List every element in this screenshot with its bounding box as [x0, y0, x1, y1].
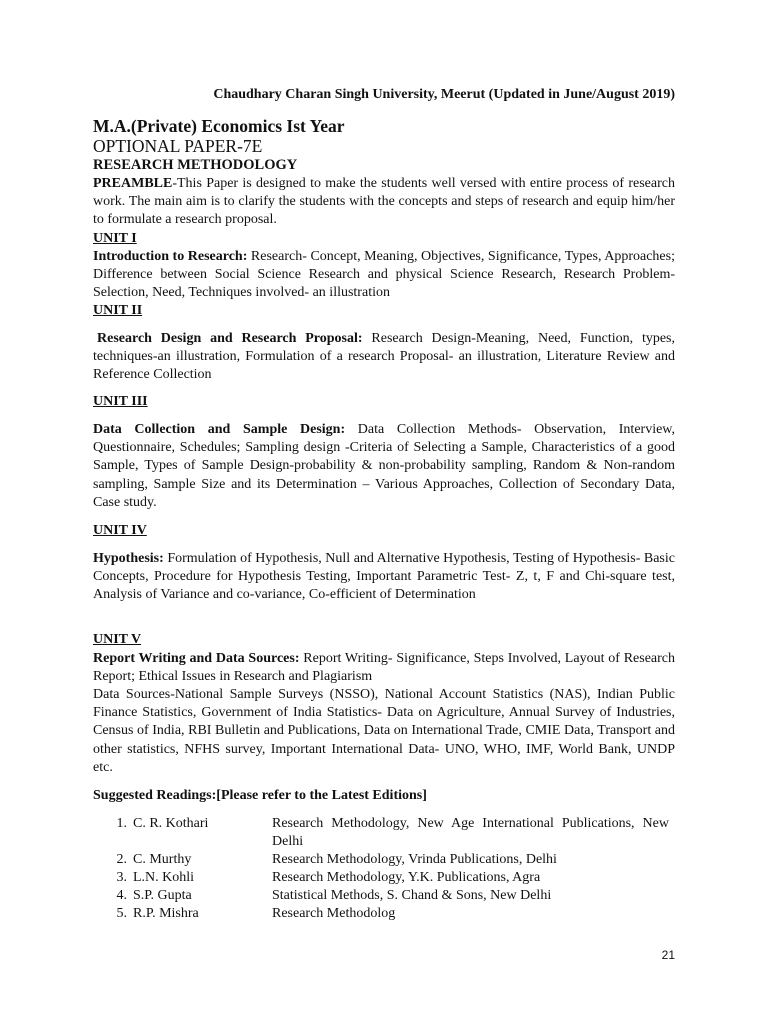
- unit-3-label: Data Collection and Sample Design:: [93, 422, 346, 437]
- unit-5-label: Report Writing and Data Sources:: [93, 651, 300, 666]
- unit-3-text: Data Collection Methods- Observation, Interview, Questionnaire, Schedules; Sampling design -Criteria of Selecting a Sample, Characteristics of a good Sample, Types of Sample Design-probability & non-probability sampling, Random & Non-random sampling, Sample Size and its Determination – Various Approaches, Collection of Secondary Data, Case study.: [93, 422, 675, 510]
- reading-work: Research Methodology, Vrinda Publications, Delhi: [272, 852, 557, 867]
- reading-author: C. Murthy: [133, 852, 192, 867]
- unit-3-paragraph: [93, 421, 675, 512]
- unit-4-heading: UNIT IV: [93, 523, 147, 538]
- unit-3-heading: UNIT III: [93, 394, 148, 409]
- preamble-paragraph: [93, 175, 675, 230]
- reading-number: 4.: [116, 888, 127, 903]
- unit-5-data-sources-paragraph: Data Sources-National Sample Surveys (NSSO), National Account Statistics (NAS), Indian Public Finance Statistics, Government of India Statistics- Data on Agriculture, Annual Survey of Industries, Census of India, RBI Bulletin and Publications, Data on International Trade, CMIE Data, Transport and other statistics, NFHS survey, Important International Data- UNO, WHO, IMF, World Bank, UNDP etc.: [93, 687, 675, 775]
- reading-number: 5.: [116, 906, 127, 921]
- unit-4-paragraph: [93, 550, 675, 605]
- suggested-readings-heading: Suggested Readings:[Please refer to the Latest Editions]: [93, 788, 427, 803]
- unit-1-label: Introduction to Research:: [93, 249, 248, 264]
- reading-number: 1.: [116, 816, 127, 831]
- reading-author: C. R. Kothari: [133, 816, 209, 831]
- course-title: M.A.(Private) Economics Ist Year: [93, 116, 345, 136]
- reading-author: R.P. Mishra: [133, 906, 199, 921]
- reading-item: [93, 905, 675, 923]
- unit-5-text: Report Writing- Significance, Steps Involved, Layout of Research Report; Ethical Issues in Research and Plagiarism: [93, 651, 675, 685]
- unit-5-heading: UNIT V: [93, 632, 142, 647]
- unit-2-heading: UNIT II: [93, 303, 143, 318]
- reading-work: Statistical Methods, S. Chand & Sons, New Delhi: [272, 888, 552, 903]
- preamble-text: -This Paper is designed to make the students well versed with entire process of research work. The main aim is to clarify the students with the concepts and steps of research and equip him/her to formulate a research proposal.: [93, 176, 675, 228]
- unit-1-paragraph: [93, 248, 675, 303]
- readings-list: [93, 815, 675, 923]
- reading-author: S.P. Gupta: [133, 888, 192, 903]
- preamble-label: PREAMBLE: [93, 176, 173, 191]
- reading-work: Research Methodology, New Age International Publications, New Delhi: [272, 816, 669, 849]
- university-header: Chaudhary Charan Singh University, Meerut (Updated in June/August 2019): [213, 87, 675, 102]
- reading-item: [93, 815, 675, 851]
- reading-work: Research Methodology, Y.K. Publications, Agra: [272, 870, 541, 885]
- reading-author: L.N. Kohli: [133, 870, 195, 885]
- unit-1-heading: UNIT I: [93, 231, 137, 246]
- unit-5-paragraph: [93, 650, 675, 686]
- unit-4-label: Hypothesis:: [93, 551, 164, 566]
- reading-number: 3.: [116, 870, 127, 885]
- reading-item: [93, 851, 675, 869]
- unit-4-text: Formulation of Hypothesis, Null and Alternative Hypothesis, Testing of Hypothesis- Basic Concepts, Procedure for Hypothesis Testing, Important Parametric Test- Z, t, F and Chi-square test, Analysis of Variance and co-variance, Co-efficient of Determination: [93, 551, 675, 603]
- unit-1-text: Research- Concept, Meaning, Objectives, Significance, Types, Approaches; Difference between Social Science Research and physical Science Research, Research Problem- Selection, Need, Techniques involved- an illustration: [93, 249, 675, 301]
- subject-title: RESEARCH METHODOLOGY: [93, 157, 298, 173]
- unit-2-text: Research Design-Meaning, Need, Function, types, techniques-an illustration, Formulation of a research Proposal- an illustration, Literature Review and Reference Collection: [93, 331, 676, 383]
- reading-item: [93, 887, 675, 905]
- page-number: 21: [661, 948, 675, 962]
- paper-title: OPTIONAL PAPER-7E: [93, 136, 263, 156]
- unit-2-paragraph: [93, 330, 675, 385]
- reading-work: Research Methodolog: [272, 906, 396, 921]
- reading-number: 2.: [116, 852, 127, 867]
- unit-2-label: Research Design and Research Proposal:: [97, 331, 363, 346]
- reading-item: [93, 869, 675, 887]
